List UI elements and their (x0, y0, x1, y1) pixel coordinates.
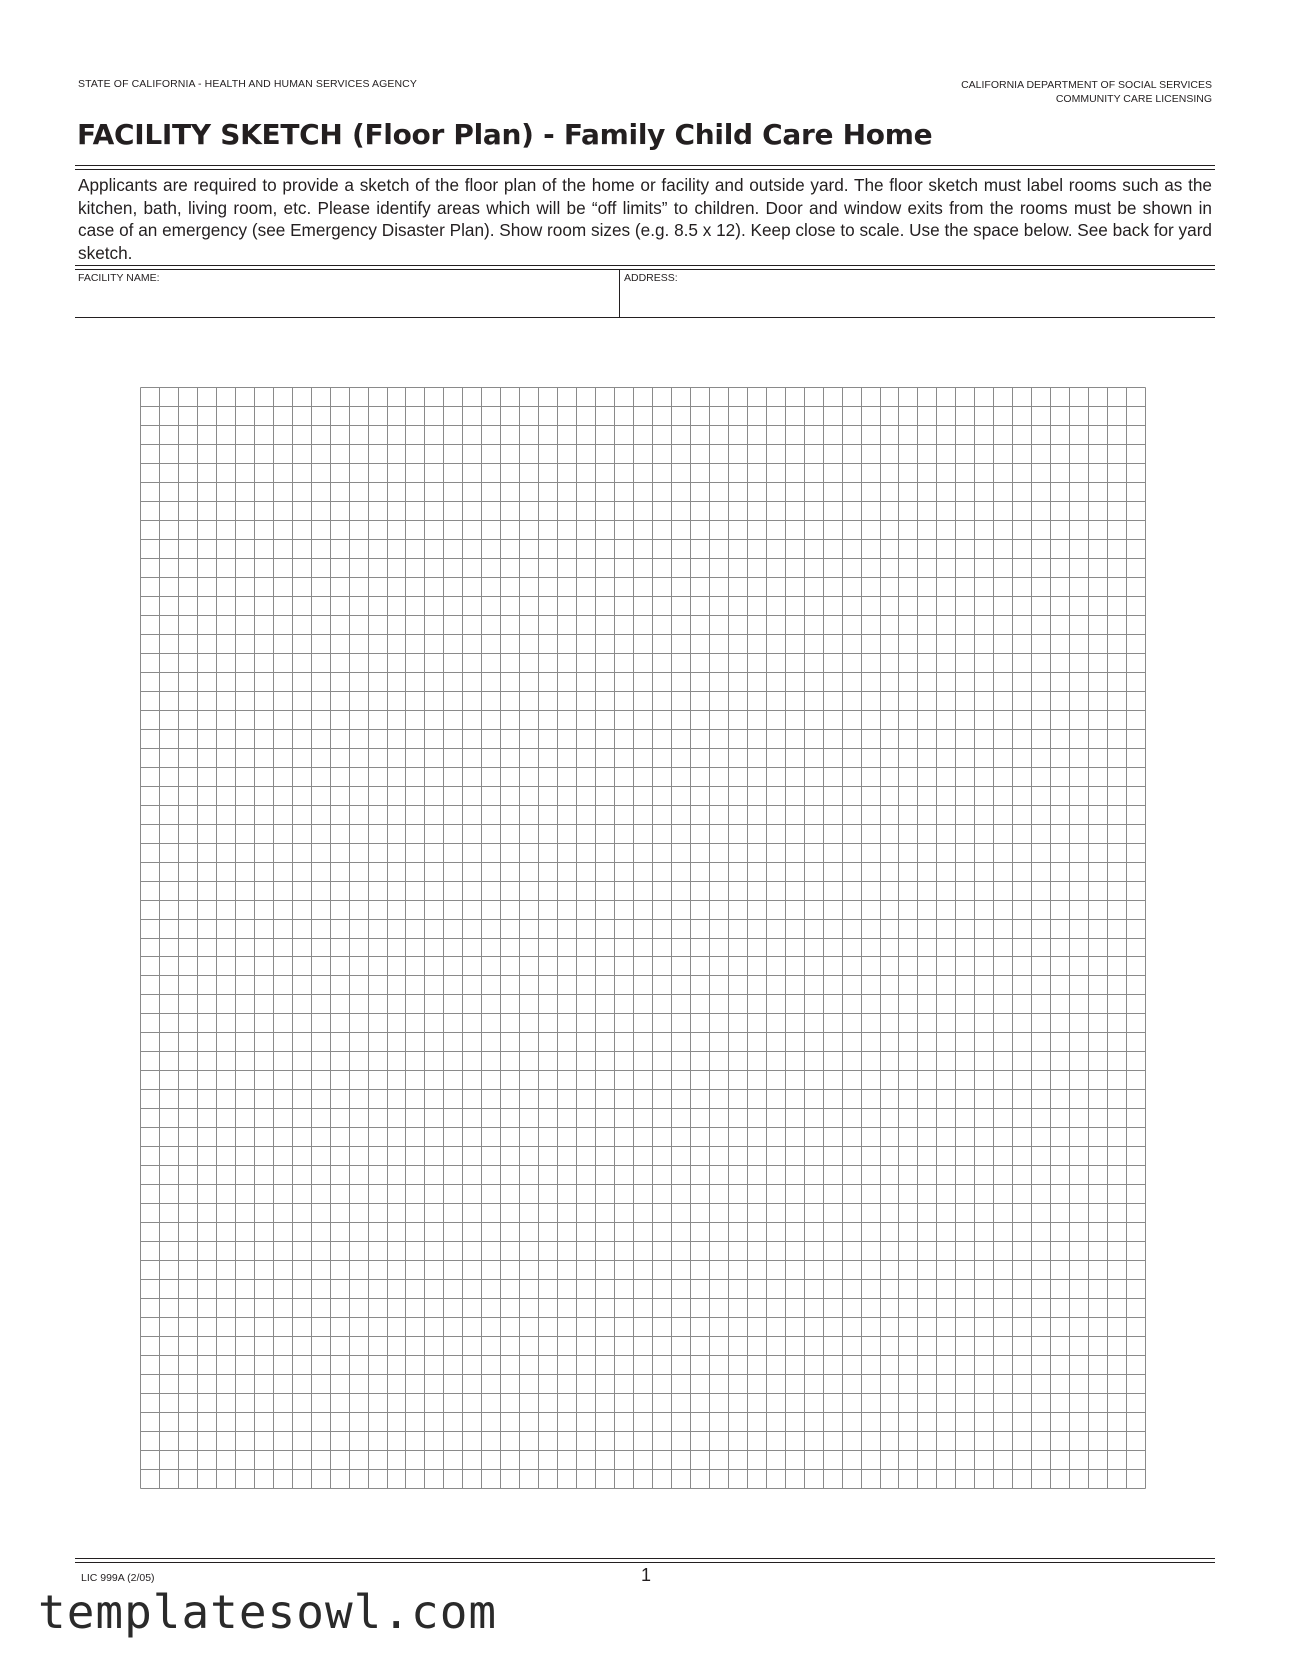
watermark-text: templatesowl.com (38, 1585, 498, 1639)
page-title: FACILITY SKETCH (Floor Plan) - Family Child Care Home (77, 118, 933, 151)
title-rule-bottom (75, 169, 1215, 170)
facility-name-field[interactable] (78, 288, 608, 312)
page-number: 1 (641, 1565, 652, 1585)
fields-rule-top (75, 265, 1215, 266)
form-id: LIC 999A (2/05) (81, 1572, 155, 1584)
footer-rule-top (75, 1558, 1215, 1559)
department-name: CALIFORNIA DEPARTMENT OF SOCIAL SERVICES (961, 79, 1212, 91)
title-rule-top (75, 165, 1215, 166)
fields-rule-closing (75, 317, 1215, 318)
fields-divider (619, 270, 620, 318)
agency-left-header: STATE OF CALIFORNIA - HEALTH AND HUMAN SERVICES AGENCY (78, 78, 417, 90)
sketch-grid[interactable] (140, 387, 1146, 1489)
facility-name-label: FACILITY NAME: (78, 272, 160, 284)
instructions-paragraph: Applicants are required to provide a sketch of the floor plan of the home or facility and outside yard. The floor sketch must label rooms such as the kitchen, bath, living room, etc. Please identify areas which will be “off limits” to children. Door and window exits from the rooms must be shown in case of an emergency (see Emergency Disaster Plan). Show room sizes (e.g. 8.5 x 12). Keep close to scale. Use the space below. See back for yard sketch. (78, 175, 1212, 263)
address-field[interactable] (624, 288, 1210, 312)
fields-rule-bottom (75, 269, 1215, 270)
division-name: COMMUNITY CARE LICENSING (1055, 93, 1212, 105)
agency-right-header (961, 78, 1212, 106)
address-label: ADDRESS: (624, 272, 678, 284)
footer-rule-bottom (75, 1562, 1215, 1563)
